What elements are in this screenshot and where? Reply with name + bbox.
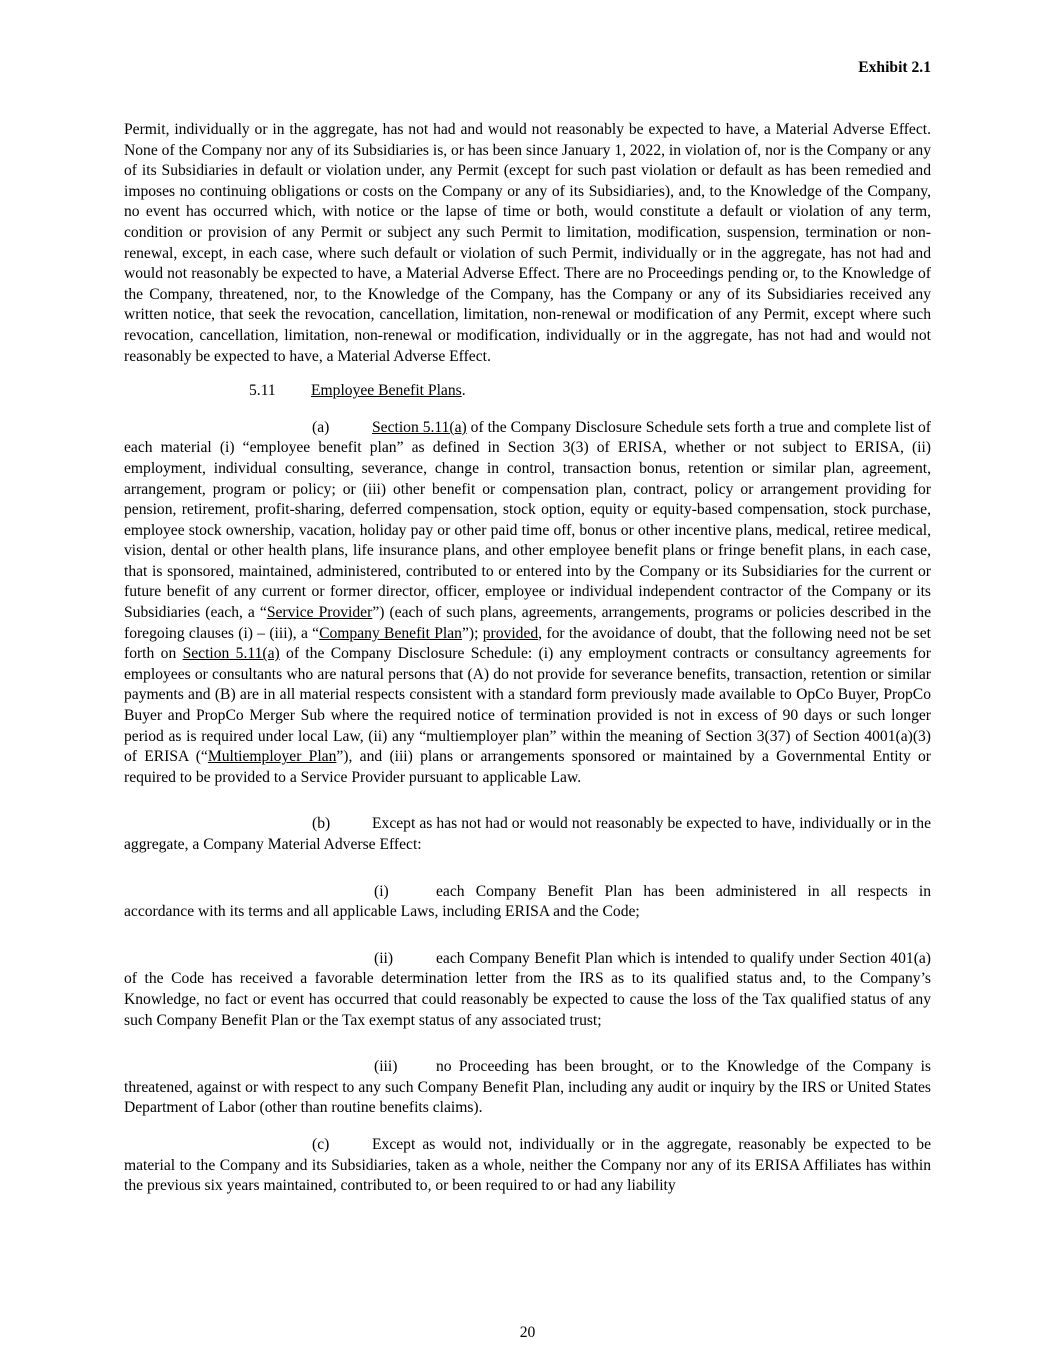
term-provided: provided: [482, 624, 539, 642]
paragraph-a-text-6: ”), and (iii) plans or arrangements sponsored or maintained by a Governmental Entity or required to be provided to a Service Provider pursuant to applicable Law.: [124, 748, 932, 786]
subparagraph-iii: [124, 1057, 931, 1119]
paragraph-a-text-3: ”);: [461, 624, 483, 642]
paragraph-a: [124, 418, 931, 789]
page-number: 20: [519, 1324, 536, 1341]
defined-term-multiemployer-plan: Multiemployer Plan: [207, 748, 337, 766]
section-reference: Section 5.11(a): [372, 418, 467, 436]
paragraph-c-text: Except as would not, individually or in the aggregate, reasonably be expected to be material to the Company and its Subsidiaries, taken as a whole, neither the Company nor any of its ERISA Affiliates has within the previous six years maintained, contributed to, or been required to or had any liability: [124, 1135, 931, 1195]
section-title: Employee Benefit Plans: [311, 382, 462, 400]
paragraph-c: [124, 1135, 931, 1197]
subparagraph-i-label: (i): [374, 882, 389, 900]
defined-term-company-benefit-plan: Company Benefit Plan: [319, 624, 462, 642]
paragraph-a-text-2: ”) (each of such plans, agreements, arrangements, programs or policies described in the foregoing clauses (i) – (iii), a “: [124, 604, 931, 642]
paragraph-a-text-1: of the Company Disclosure Schedule sets forth a true and complete list of each material (i) “employee benefit plan” as defined in Section 3(3) of ERISA, whether or not subject to ERISA, (ii) employment, individual consulting, severance, change in control, transaction bonus, retention or similar plan, agreement, arrangement, program or policy; or (iii) other benefit or compensation plan, contract, policy or arrangement providing for pension, retirement, profit-sharing, deferred compensation, stock option, equity or equity-based compensation, stock purchase, employee stock ownership, vacation, holiday pay or other paid time off, bonus or other incentive plans, medical, retiree medical, vision, dental or other health plans, life insurance plans, and other employee benefit plans or fringe benefit plans, in each case, that is sponsored, maintained, administered, contributed to or entered into by the Company or its Subsidiaries for the current or future benefit of any current or former director, officer, employee or individual independent contractor of the Company or its Subsidiaries (each, a “: [124, 418, 931, 622]
section-heading: [249, 381, 931, 402]
subparagraph-i-text: each Company Benefit Plan has been administered in all respects in accordance with its terms and all applicable Laws, including ERISA and the Code;: [124, 882, 931, 921]
subparagraph-ii-text: each Company Benefit Plan which is intended to qualify under Section 401(a) of the Code has received a favorable determination letter from the IRS as to its qualified status and, to the Company’s Knowledge, no fact or event has occurred that could reasonably be expected to cause the loss of the Tax qualified status of any such Company Benefit Plan or the Tax exempt status of any associated trust;: [124, 949, 931, 1029]
exhibit-label: Exhibit 2.1: [858, 59, 931, 76]
section-reference: Section 5.11(a): [182, 645, 280, 663]
document-body: [124, 120, 931, 1213]
subparagraph-iii-label: (iii): [374, 1058, 398, 1076]
subparagraph-iii-text: no Proceeding has been brought, or to the Knowledge of the Company is threatened, against or with respect to any such Company Benefit Plan, including any audit or inquiry by the IRS or United States Department of Labor (other than routine benefits claims).: [124, 1058, 931, 1117]
paragraph-b: [124, 814, 931, 855]
paragraph-a-label: (a): [312, 418, 330, 436]
paragraph-b-label: (b): [312, 815, 331, 833]
defined-term-service-provider: Service Provider: [266, 604, 373, 622]
subparagraph-ii: [124, 949, 931, 1031]
section-number: 5.11: [249, 382, 276, 400]
paragraph-a-text-5: of the Company Disclosure Schedule: (i) any employment contracts or consultancy agreements for employees or consultants who are natural persons that (A) do not provide for severance benefits, transaction, retention or similar payments and (B) are in all material respects consistent with a standard form previously made available to OpCo Buyer, PropCo Buyer and PropCo Merger Sub where the required notice of termination provided is not in excess of 90 days or such longer period as is required under local Law, (ii) any “multiemployer plan” within the meaning of Section 3(37) of Section 4001(a)(3) of ERISA (“: [124, 645, 931, 766]
intro-paragraph: Permit, individually or in the aggregate, has not had and would not reasonably be expected to have, a Material Adverse Effect. None of the Company nor any of its Subsidiaries is, or has been since January 1, 2022, in violation of, nor is the Company or any of its Subsidiaries in default or violation under, any Permit (except for such past violation or default as has been remedied and imposes no continuing obligations or costs on the Company or any of its Subsidiaries), and, to the Knowledge of the Company, no event has occurred which, with notice or the lapse of time or both, would constitute a default or violation of any term, condition or provision of any Permit or subject any such Permit to limitation, modification, suspension, termination or non-renewal, except, in each case, where such default or violation of such Permit, individually or in the aggregate, has not had and would not reasonably be expected to have, a Material Adverse Effect. There are no Proceedings pending or, to the Knowledge of the Company, threatened, nor, to the Knowledge of the Company, has the Company or any of its Subsidiaries received any written notice, that seek the revocation, cancellation, limitation, non-renewal or modification of any Permit, except where such revocation, cancellation, limitation, non-renewal or modification, individually or in the aggregate, has not had and would not reasonably be expected to have, a Material Adverse Effect.: [124, 121, 931, 365]
subparagraph-i: [124, 882, 931, 923]
subparagraph-ii-label: (ii): [374, 949, 394, 967]
paragraph-b-text: Except as has not had or would not reasonably be expected to have, individually or in the aggregate, a Company Material Adverse Effect:: [124, 815, 931, 853]
paragraph-c-label: (c): [312, 1135, 330, 1153]
paragraph-a-text-4: , for the avoidance of doubt, that the following need not be set forth on: [124, 624, 931, 663]
section-title-period: .: [461, 382, 466, 400]
